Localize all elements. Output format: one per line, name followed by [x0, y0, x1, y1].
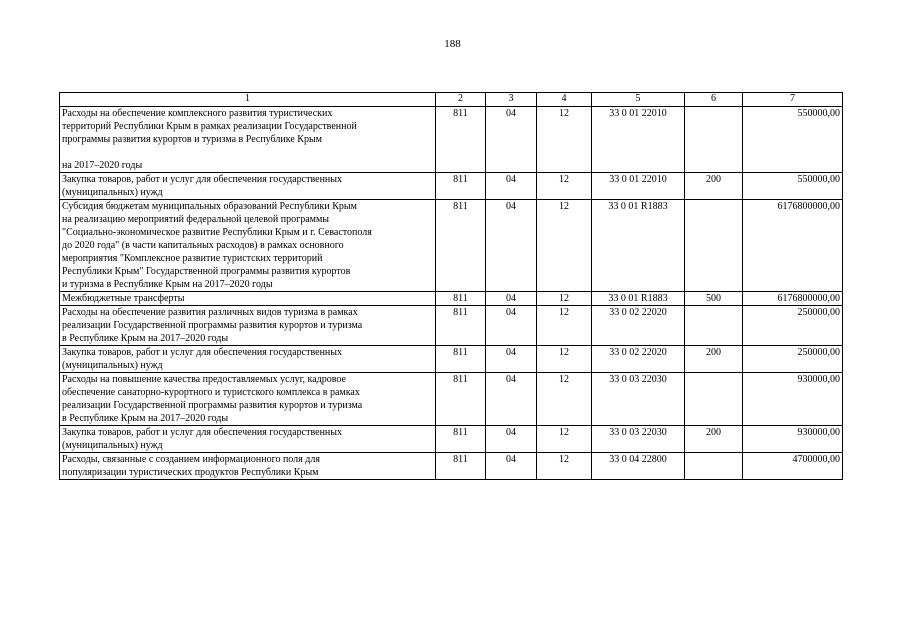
row-description: Субсидия бюджетам муниципальных образований Республики Крым на реализацию мероприятий федеральной целевой программы "Социально-экономическое развитие Республики Крым и г. Севастополя до 2020 года" (в части капитальных расходов) в рамках основного мероприятия "Комплексное развитие туристских территорий Республики Крым" Государственной программы развития курортов и туризма в Республике Крым на 2017–2020 годы — [60, 200, 436, 292]
table-row — [60, 373, 843, 426]
table-row — [60, 306, 843, 346]
row-amount: 6176800000,00 — [743, 292, 843, 306]
row-code-2: 811 — [436, 173, 486, 200]
row-code-3: 04 — [486, 453, 537, 480]
row-code-6: 200 — [685, 173, 743, 200]
table-row — [60, 173, 843, 200]
row-code-2: 811 — [436, 453, 486, 480]
row-code-4: 12 — [537, 200, 592, 292]
row-code-3: 04 — [486, 173, 537, 200]
row-code-3: 04 — [486, 292, 537, 306]
header-col-3: 3 — [486, 93, 537, 107]
row-code-6 — [685, 373, 743, 426]
table-row — [60, 346, 843, 373]
row-code-5: 33 0 01 R1883 — [592, 200, 685, 292]
table-row — [60, 200, 843, 292]
row-code-5: 33 0 02 22020 — [592, 346, 685, 373]
row-code-3: 04 — [486, 107, 537, 173]
row-code-3: 04 — [486, 426, 537, 453]
row-code-3: 04 — [486, 346, 537, 373]
row-code-6: 500 — [685, 292, 743, 306]
row-code-2: 811 — [436, 346, 486, 373]
header-col-7: 7 — [743, 93, 843, 107]
header-col-2: 2 — [436, 93, 486, 107]
row-code-4: 12 — [537, 453, 592, 480]
row-amount: 930000,00 — [743, 373, 843, 426]
row-code-6: 200 — [685, 426, 743, 453]
row-description: Расходы, связанные с созданием информационного поля для популяризации туристических продуктов Республики Крым — [60, 453, 436, 480]
table-row — [60, 107, 843, 173]
row-amount: 4700000,00 — [743, 453, 843, 480]
row-description: Расходы на повышение качества предоставляемых услуг, кадровое обеспечение санаторно-курортного и туристского комплекса в рамках реализации Государственной программы развития курортов и туризма в Республике Крым на 2017–2020 годы — [60, 373, 436, 426]
row-amount: 250000,00 — [743, 306, 843, 346]
row-code-6 — [685, 200, 743, 292]
table-row — [60, 292, 843, 306]
row-code-5: 33 0 01 R1883 — [592, 292, 685, 306]
row-code-5: 33 0 03 22030 — [592, 426, 685, 453]
row-code-4: 12 — [537, 173, 592, 200]
row-description: Расходы на обеспечение развития различных видов туризма в рамках реализации Государственной программы развития курортов и туризма в Республике Крым на 2017–2020 годы — [60, 306, 436, 346]
row-code-4: 12 — [537, 373, 592, 426]
table-row — [60, 426, 843, 453]
budget-table — [59, 92, 843, 480]
row-code-3: 04 — [486, 200, 537, 292]
row-code-4: 12 — [537, 306, 592, 346]
row-description: Межбюджетные трансферты — [60, 292, 436, 306]
row-code-4: 12 — [537, 292, 592, 306]
header-col-1: 1 — [60, 93, 436, 107]
row-code-4: 12 — [537, 107, 592, 173]
row-description: Закупка товаров, работ и услуг для обеспечения государственных (муниципальных) нужд — [60, 426, 436, 453]
row-code-3: 04 — [486, 306, 537, 346]
row-code-2: 811 — [436, 107, 486, 173]
row-code-6 — [685, 453, 743, 480]
row-code-5: 33 0 02 22020 — [592, 306, 685, 346]
row-code-2: 811 — [436, 292, 486, 306]
row-code-5: 33 0 01 22010 — [592, 173, 685, 200]
row-amount: 6176800000,00 — [743, 200, 843, 292]
row-code-6 — [685, 306, 743, 346]
row-amount: 550000,00 — [743, 107, 843, 173]
row-code-5: 33 0 03 22030 — [592, 373, 685, 426]
header-col-5: 5 — [592, 93, 685, 107]
row-code-2: 811 — [436, 200, 486, 292]
table-row — [60, 453, 843, 480]
row-description: Закупка товаров, работ и услуг для обеспечения государственных (муниципальных) нужд — [60, 173, 436, 200]
row-description: Закупка товаров, работ и услуг для обеспечения государственных (муниципальных) нужд — [60, 346, 436, 373]
row-description: Расходы на обеспечение комплексного развития туристических территорий Республики Крым в рамках реализации Государственной программы развития курортов и туризма в Республике Крым на 2017–2020 годы — [60, 107, 436, 173]
page-number: 188 — [444, 38, 461, 50]
row-code-4: 12 — [537, 346, 592, 373]
row-code-6: 200 — [685, 346, 743, 373]
row-code-6 — [685, 107, 743, 173]
row-code-2: 811 — [436, 373, 486, 426]
row-code-2: 811 — [436, 426, 486, 453]
row-amount: 250000,00 — [743, 346, 843, 373]
row-code-4: 12 — [537, 426, 592, 453]
header-col-6: 6 — [685, 93, 743, 107]
row-code-3: 04 — [486, 373, 537, 426]
row-amount: 550000,00 — [743, 173, 843, 200]
header-col-4: 4 — [537, 93, 592, 107]
row-code-2: 811 — [436, 306, 486, 346]
row-amount: 930000,00 — [743, 426, 843, 453]
header-row — [60, 93, 843, 107]
row-code-5: 33 0 01 22010 — [592, 107, 685, 173]
row-code-5: 33 0 04 22800 — [592, 453, 685, 480]
